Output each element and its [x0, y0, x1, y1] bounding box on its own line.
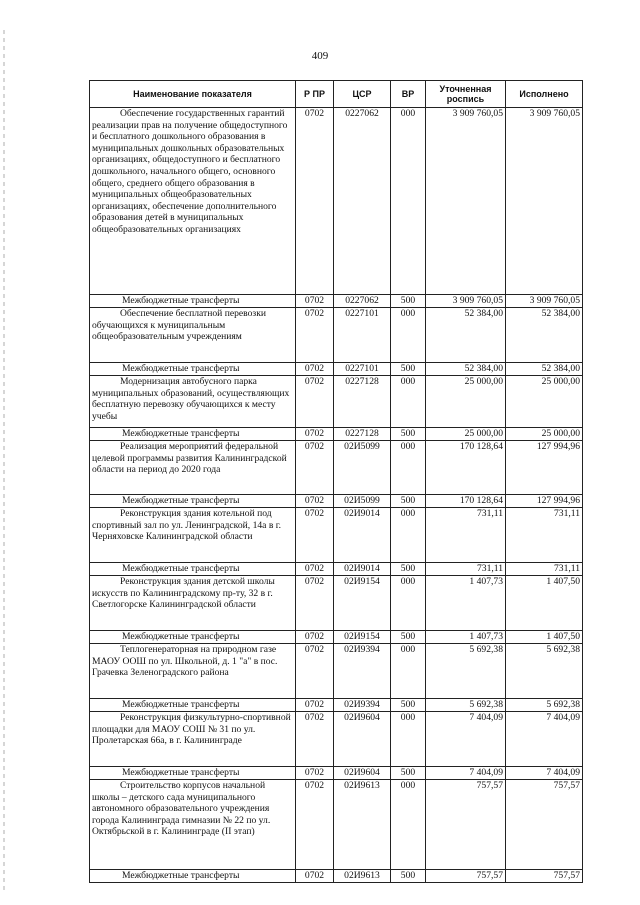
- row-label: Модернизация автобусного парка муниципальных образований, осуществляющих бесплатную перевозку обучающихся к месту учебы: [92, 376, 290, 422]
- cell-name: [90, 767, 296, 780]
- row-label: Реконструкция физкультурно-спортивной площадки для МАОУ СОШ № 31 по ул. Пролетарская 66а, в г. Калининграде: [92, 712, 291, 747]
- header-done: Исполнено: [506, 81, 583, 108]
- cell-name: [90, 576, 296, 631]
- table-row: [90, 295, 583, 308]
- cell-name: [90, 780, 296, 870]
- table-row: [90, 780, 583, 870]
- table-row: [90, 699, 583, 712]
- cell-name: [90, 363, 296, 376]
- table-header-row: [90, 81, 583, 108]
- header-plan: Уточненная роспись: [426, 81, 506, 108]
- header-csr: ЦСР: [334, 81, 391, 108]
- row-label: Межбюджетные трансферты: [122, 870, 240, 881]
- cell-vr: 000: [391, 780, 426, 870]
- table-row: [90, 563, 583, 576]
- cell-plan: 3 909 760,05: [426, 295, 506, 308]
- cell-csr: 0227128: [334, 376, 391, 428]
- table-body: [90, 108, 583, 883]
- cell-name: [90, 508, 296, 563]
- cell-rpr: 0702: [296, 712, 334, 767]
- cell-plan: 170 128,64: [426, 495, 506, 508]
- cell-rpr: 0702: [296, 495, 334, 508]
- cell-done: 757,57: [506, 780, 583, 870]
- cell-vr: 000: [391, 644, 426, 699]
- cell-vr: 500: [391, 363, 426, 376]
- scan-edge-marks: [3, 30, 5, 890]
- table-row: [90, 441, 583, 495]
- row-label: Реконструкция здания детской школы искусств по Калининградскому пр-ту, 32 в г. Светлогорске Калининградской области: [92, 576, 275, 611]
- table-row: [90, 508, 583, 563]
- cell-csr: 0227101: [334, 308, 391, 363]
- cell-vr: 000: [391, 441, 426, 495]
- table-row: [90, 376, 583, 428]
- page-number: 409: [311, 50, 329, 62]
- row-label: Межбюджетные трансферты: [122, 631, 240, 642]
- cell-done: 757,57: [506, 870, 583, 883]
- cell-vr: 500: [391, 428, 426, 441]
- table-row: [90, 428, 583, 441]
- cell-name: [90, 631, 296, 644]
- cell-plan: 731,11: [426, 563, 506, 576]
- cell-rpr: 0702: [296, 376, 334, 428]
- cell-done: 25 000,00: [506, 376, 583, 428]
- row-label: Строительство корпусов начальной школы – детского сада муниципального автономного образовательного учреждения города Калининграда гимназии № 22 по ул. Октябрьской в г. Калининграде (II этап): [92, 780, 271, 838]
- cell-rpr: 0702: [296, 428, 334, 441]
- cell-csr: 02И9604: [334, 712, 391, 767]
- cell-plan: 1 407,73: [426, 576, 506, 631]
- cell-csr: 02И9154: [334, 576, 391, 631]
- cell-csr: 0227128: [334, 428, 391, 441]
- cell-done: 1 407,50: [506, 576, 583, 631]
- row-label: Межбюджетные трансферты: [122, 767, 240, 778]
- cell-name: [90, 295, 296, 308]
- cell-done: 25 000,00: [506, 428, 583, 441]
- cell-vr: 000: [391, 308, 426, 363]
- cell-plan: 170 128,64: [426, 441, 506, 495]
- row-label: Межбюджетные трансферты: [122, 295, 240, 306]
- cell-csr: 02И9154: [334, 631, 391, 644]
- cell-name: [90, 108, 296, 295]
- cell-vr: 500: [391, 767, 426, 780]
- cell-rpr: 0702: [296, 108, 334, 295]
- cell-done: 3 909 760,05: [506, 108, 583, 295]
- table-row: [90, 767, 583, 780]
- cell-rpr: 0702: [296, 699, 334, 712]
- cell-done: 5 692,38: [506, 699, 583, 712]
- cell-plan: 757,57: [426, 780, 506, 870]
- cell-rpr: 0702: [296, 308, 334, 363]
- cell-name: [90, 428, 296, 441]
- cell-vr: 000: [391, 376, 426, 428]
- cell-csr: 02И9613: [334, 870, 391, 883]
- cell-plan: 7 404,09: [426, 712, 506, 767]
- cell-rpr: 0702: [296, 644, 334, 699]
- cell-csr: 02И9394: [334, 644, 391, 699]
- cell-done: 5 692,38: [506, 644, 583, 699]
- cell-name: [90, 441, 296, 495]
- cell-rpr: 0702: [296, 441, 334, 495]
- cell-done: 1 407,50: [506, 631, 583, 644]
- cell-vr: 000: [391, 108, 426, 295]
- budget-table-wrapper: [89, 80, 583, 883]
- cell-name: [90, 712, 296, 767]
- table-row: [90, 712, 583, 767]
- cell-rpr: 0702: [296, 767, 334, 780]
- header-name: Наименование показателя: [90, 81, 296, 108]
- cell-name: [90, 563, 296, 576]
- cell-csr: 02И9014: [334, 508, 391, 563]
- cell-plan: 25 000,00: [426, 428, 506, 441]
- cell-vr: 500: [391, 699, 426, 712]
- cell-rpr: 0702: [296, 363, 334, 376]
- cell-done: 52 384,00: [506, 363, 583, 376]
- cell-plan: 731,11: [426, 508, 506, 563]
- cell-rpr: 0702: [296, 508, 334, 563]
- cell-done: 731,11: [506, 563, 583, 576]
- cell-vr: 000: [391, 508, 426, 563]
- cell-plan: 5 692,38: [426, 644, 506, 699]
- row-label: Реализация мероприятий федеральной целевой программы развития Калининградской области на период до 2020 года: [92, 441, 287, 476]
- row-label: Теплогенераторная на природном газе МАОУ ООШ по ул. Школьной, д. 1 "а" в пос. Грачевка Зеленоградского района: [92, 644, 278, 679]
- cell-name: [90, 376, 296, 428]
- cell-rpr: 0702: [296, 576, 334, 631]
- row-label: Обеспечение государственных гарантий реализации прав на получение общедоступного и бесплатного дошкольного образования в муниципальных дошкольных образовательных организациях, общедоступного и бесплатного дошкольного, начального общего, основного общего, среднего общего образования в муниципальных общеобразовательных организациях, обеспечение дополнительного образования детей в муниципальных общеобразовательных организациях: [92, 108, 288, 235]
- row-label: Межбюджетные трансферты: [122, 428, 240, 439]
- cell-vr: 500: [391, 870, 426, 883]
- cell-plan: 3 909 760,05: [426, 108, 506, 295]
- cell-done: 731,11: [506, 508, 583, 563]
- table-row: [90, 576, 583, 631]
- cell-csr: 02И9394: [334, 699, 391, 712]
- cell-plan: 52 384,00: [426, 363, 506, 376]
- budget-table: [89, 80, 583, 883]
- cell-rpr: 0702: [296, 870, 334, 883]
- cell-plan: 5 692,38: [426, 699, 506, 712]
- cell-plan: 7 404,09: [426, 767, 506, 780]
- cell-rpr: 0702: [296, 563, 334, 576]
- row-label: Реконструкция здания котельной под спортивный зал по ул. Ленинградской, 14а в г. Черняховске Калининградской области: [92, 508, 281, 543]
- cell-vr: 500: [391, 495, 426, 508]
- cell-done: 7 404,09: [506, 712, 583, 767]
- cell-vr: 000: [391, 712, 426, 767]
- cell-csr: 0227101: [334, 363, 391, 376]
- cell-csr: 0227062: [334, 108, 391, 295]
- cell-plan: 757,57: [426, 870, 506, 883]
- cell-vr: 500: [391, 563, 426, 576]
- row-label: Межбюджетные трансферты: [122, 495, 240, 506]
- row-label: Межбюджетные трансферты: [122, 363, 240, 374]
- row-label: Межбюджетные трансферты: [122, 699, 240, 710]
- cell-plan: 52 384,00: [426, 308, 506, 363]
- table-row: [90, 631, 583, 644]
- cell-plan: 1 407,73: [426, 631, 506, 644]
- cell-rpr: 0702: [296, 780, 334, 870]
- cell-done: 52 384,00: [506, 308, 583, 363]
- cell-vr: 500: [391, 295, 426, 308]
- cell-vr: 500: [391, 631, 426, 644]
- cell-name: [90, 308, 296, 363]
- cell-done: 7 404,09: [506, 767, 583, 780]
- table-row: [90, 308, 583, 363]
- cell-name: [90, 870, 296, 883]
- cell-done: 127 994,96: [506, 495, 583, 508]
- cell-done: 127 994,96: [506, 441, 583, 495]
- table-row: [90, 495, 583, 508]
- cell-name: [90, 699, 296, 712]
- row-label: Межбюджетные трансферты: [122, 563, 240, 574]
- cell-csr: 02И5099: [334, 495, 391, 508]
- table-row: [90, 644, 583, 699]
- cell-vr: 000: [391, 576, 426, 631]
- header-vr: ВР: [391, 81, 426, 108]
- cell-csr: 02И5099: [334, 441, 391, 495]
- cell-rpr: 0702: [296, 295, 334, 308]
- cell-csr: 02И9613: [334, 780, 391, 870]
- table-row: [90, 870, 583, 883]
- cell-done: 3 909 760,05: [506, 295, 583, 308]
- cell-name: [90, 644, 296, 699]
- cell-csr: 0227062: [334, 295, 391, 308]
- table-row: [90, 108, 583, 295]
- cell-csr: 02И9604: [334, 767, 391, 780]
- header-rpr: Р ПР: [296, 81, 334, 108]
- cell-name: [90, 495, 296, 508]
- cell-csr: 02И9014: [334, 563, 391, 576]
- row-label: Обеспечение бесплатной перевозки обучающихся к муниципальным общеобразовательным учреждениям: [92, 308, 266, 343]
- cell-rpr: 0702: [296, 631, 334, 644]
- table-row: [90, 363, 583, 376]
- cell-plan: 25 000,00: [426, 376, 506, 428]
